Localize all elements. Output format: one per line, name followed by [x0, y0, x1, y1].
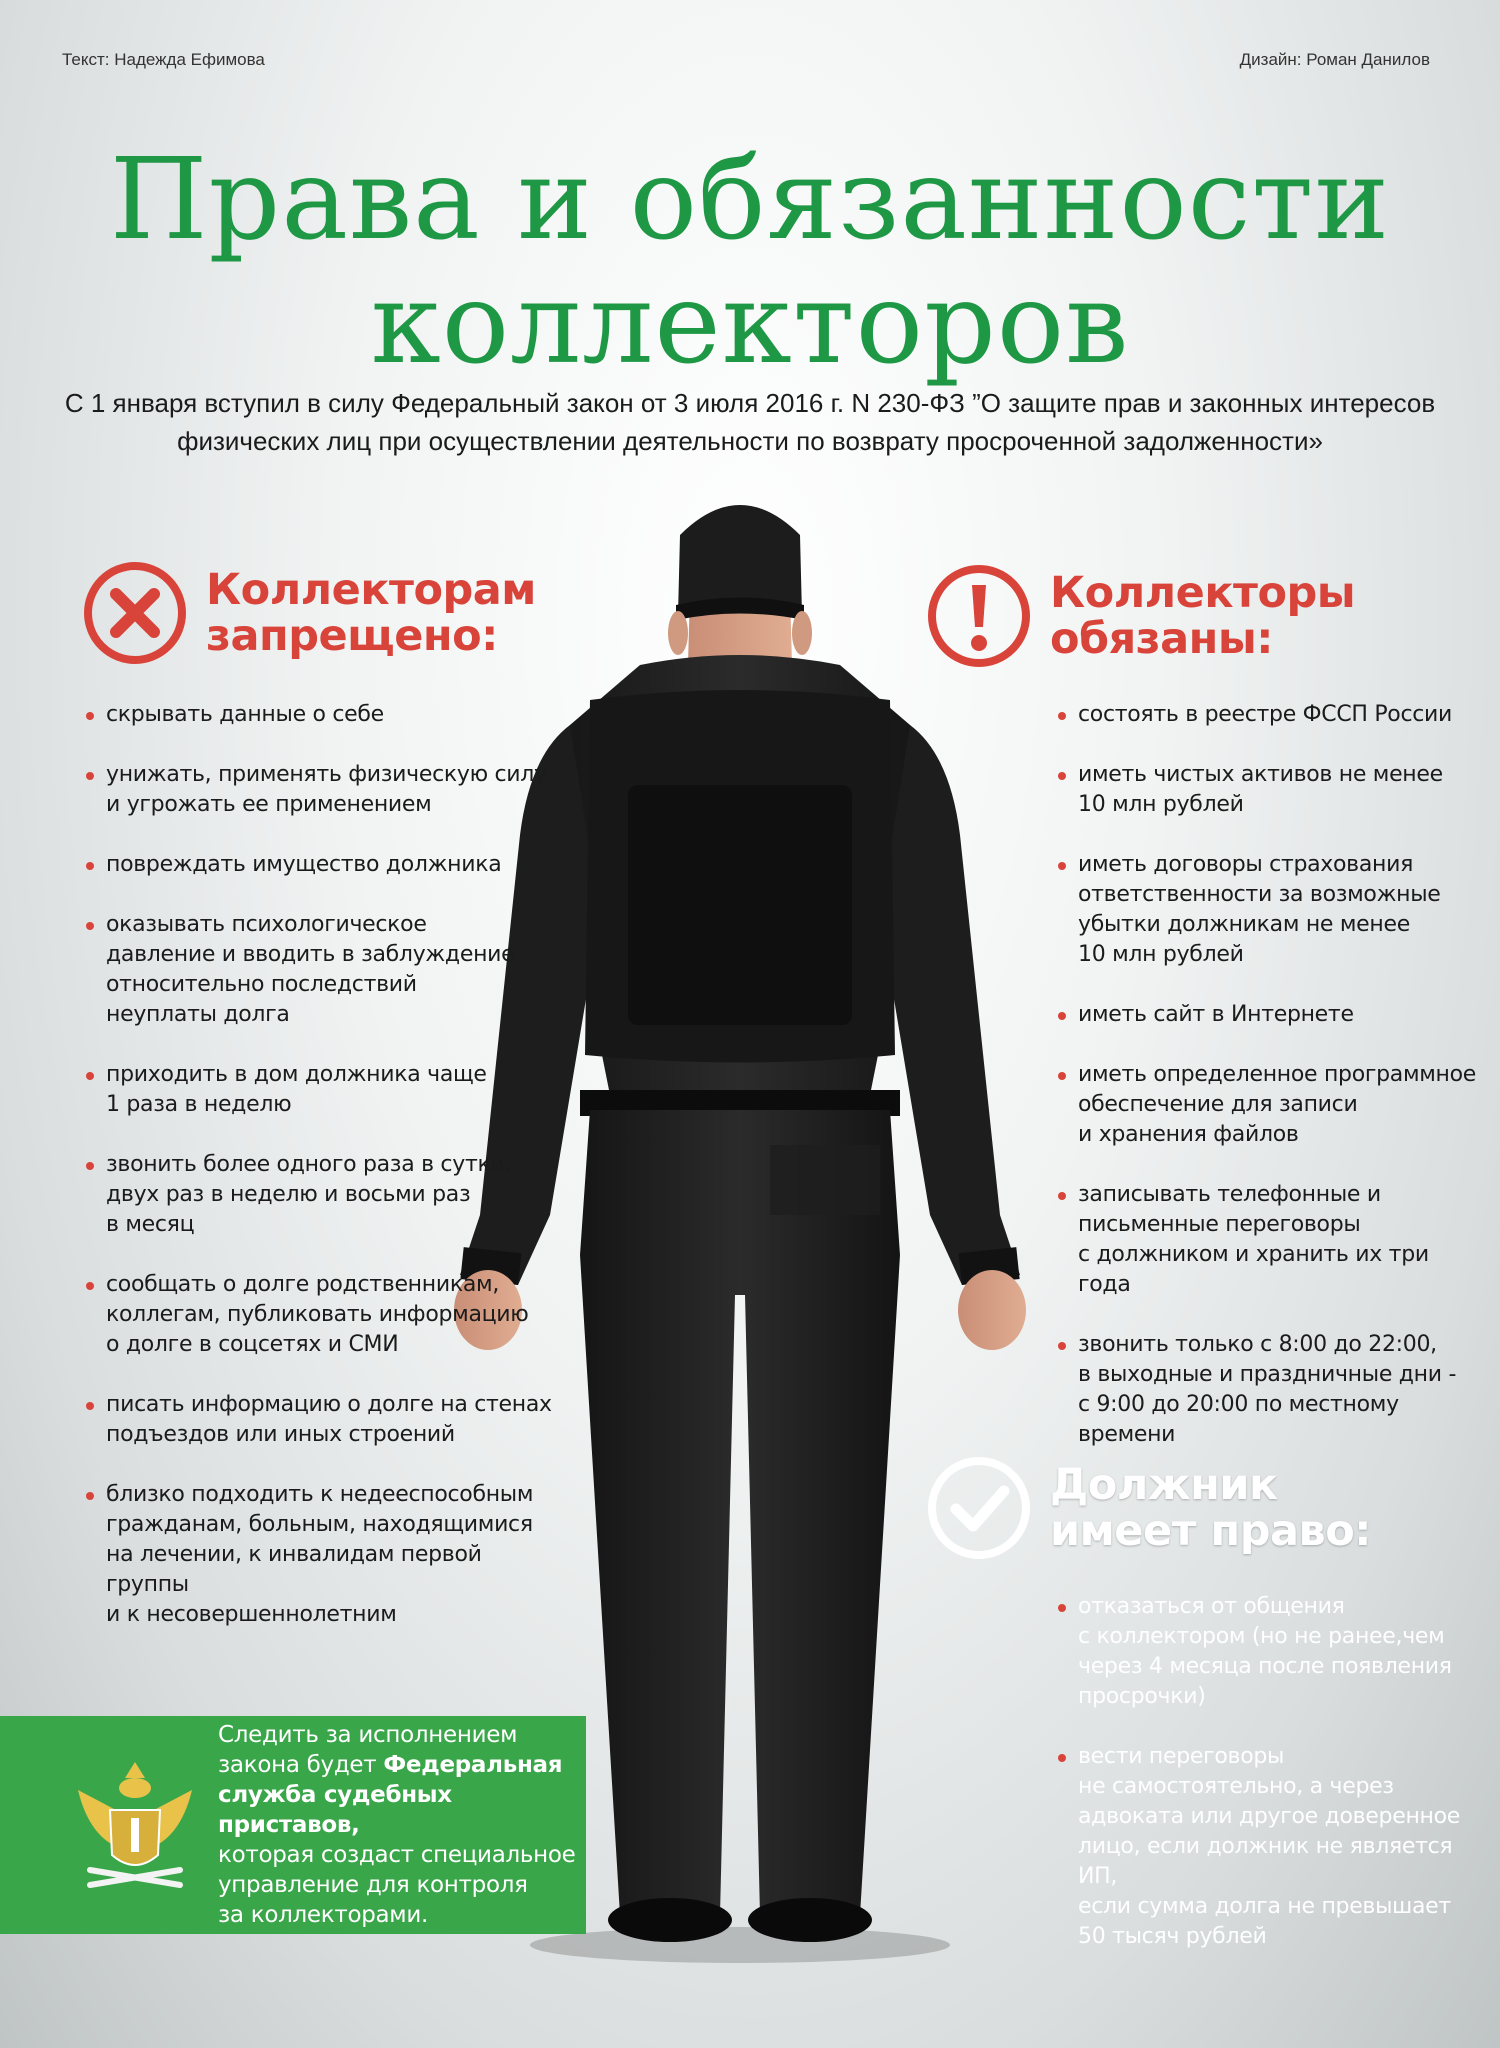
list-item: писать информацию о долге на стенах подъездов или иных строений	[84, 1390, 554, 1450]
list-item: звонить более одного раза в сутки, двух раз в неделю и восьми раз в месяц	[84, 1150, 554, 1240]
list-item: оказывать психологическое давление и вводить в заблуждение относительно последствий неуплаты долга	[84, 910, 554, 1030]
fssp-text: Следить за исполнением закона будет Федеральная служба судебных приставов, которая создаст специальное управление для контроля за коллекторами.	[218, 1722, 576, 1928]
list-item: иметь определенное программное обеспечение для записи и хранения файлов	[1056, 1060, 1486, 1150]
obliged-header	[926, 563, 1355, 669]
exclamation-icon	[926, 563, 1032, 669]
list-item: скрывать данные о себе	[84, 700, 554, 730]
designer-credit: Дизайн: Роман Данилов	[1239, 50, 1430, 69]
fssp-emblem-icon	[70, 1750, 200, 1900]
title-line-1: Права и обязанности	[109, 135, 1391, 265]
forbidden-header	[82, 560, 536, 666]
check-icon	[926, 1455, 1032, 1561]
list-item: сообщать о долге родственникам, коллегам, публиковать информацию о долге в соцсетях и СМИ	[84, 1270, 554, 1360]
list-item: близко подходить к недееспособным гражданам, больным, находящимися на лечении, к инвалидам первой группы и к несовершеннолетним	[84, 1480, 554, 1630]
list-item: иметь сайт в Интернете	[1056, 1000, 1486, 1030]
list-item: отказаться от общения с коллектором (но не ранее,чем через 4 месяца после появления просрочки)	[1056, 1592, 1486, 1712]
list-item: приходить в дом должника чаще 1 раза в неделю	[84, 1060, 554, 1120]
page-title	[0, 135, 1500, 389]
list-item: звонить только с 8:00 до 22:00, в выходные и праздничные дни - с 9:00 до 20:00 по местному времени	[1056, 1330, 1486, 1450]
subtitle-line-1: С 1 января вступил в силу Федеральный закон от 3 июля 2016 г. N 230-ФЗ ”О защите прав и законных интересов	[64, 388, 1436, 418]
list-item: вести переговоры не самостоятельно, а через адвоката или другое доверенное лицо, если должник не является ИП, если сумма долга не превышает 50 тысяч рублей	[1056, 1742, 1486, 1952]
list-item: повреждать имущество должника	[84, 850, 554, 880]
obliged-list	[1056, 700, 1486, 1480]
debtor-header	[926, 1455, 1371, 1561]
debtor-title: Должник имеет право:	[1050, 1460, 1371, 1556]
author-credit: Текст: Надежда Ефимова	[62, 50, 265, 69]
list-item: записывать телефонные и письменные переговоры с должником и хранить их три года	[1056, 1180, 1486, 1300]
forbidden-list	[84, 700, 554, 1660]
list-item: иметь договоры страхования ответственности за возможные убытки должникам не менее 10 млн рублей	[1056, 850, 1486, 970]
list-item: унижать, применять физическую силу и угрожать ее применением	[84, 760, 554, 820]
subtitle-line-2: физических лиц при осуществлении деятельности по возврату просроченной задолженности»	[177, 426, 1323, 456]
list-item: иметь чистых активов не менее 10 млн рублей	[1056, 760, 1486, 820]
fssp-info-box	[0, 1716, 586, 1934]
cross-icon	[82, 560, 188, 666]
law-subtitle	[40, 384, 1460, 460]
obliged-title: Коллекторы обязаны:	[1050, 568, 1356, 664]
debtor-list	[1056, 1592, 1486, 1982]
forbidden-title: Коллекторам запрещено:	[206, 565, 536, 661]
list-item: состоять в реестре ФССП России	[1056, 700, 1486, 730]
title-line-2: коллекторов	[370, 259, 1130, 389]
